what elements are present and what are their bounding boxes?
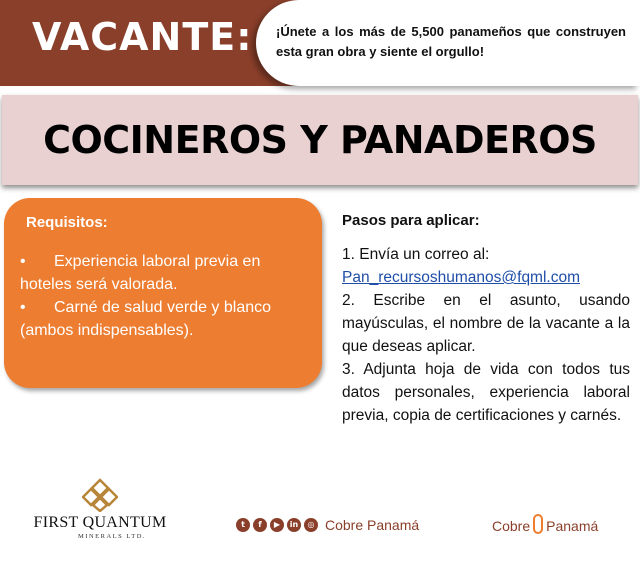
requirements-heading: Requisitos: (26, 214, 108, 231)
brand-left: Cobre (492, 518, 531, 534)
email-link[interactable]: Pan_recursoshumanos@fqml.com (342, 269, 581, 286)
brand-right: Panamá (546, 518, 599, 534)
header-banner (0, 0, 640, 86)
linkedin-icon[interactable]: in (287, 518, 301, 532)
steps-heading: Pasos para aplicar: (342, 212, 480, 229)
bullet-icon: • (20, 253, 26, 270)
step-3: 3. Adjunta hoja de vida con todos tus datos personales, experiencia laboral previa, copia de certificaciones y carnés. (342, 361, 630, 424)
twitter-icon[interactable]: t (236, 518, 250, 532)
step-2: 2. Escribe en el asunto, usando mayúsculas, el nombre de la vacante a la que deseas aplicar. (342, 292, 630, 355)
requirement-item: • Carné de salud verde y blanco (ambos indispensables). (20, 296, 316, 342)
social-label: Cobre Panamá (325, 517, 420, 533)
requirements-list (20, 250, 316, 342)
company-subtitle: MINERALS LTD. (78, 533, 147, 540)
first-quantum-logo (30, 478, 170, 548)
banner-title: VACANTE: (32, 15, 253, 59)
job-title-box (2, 95, 638, 185)
facebook-icon[interactable]: f (253, 518, 267, 532)
step-1: 1. Envía un correo al: (342, 246, 490, 263)
company-name: FIRST QUANTUM (33, 514, 167, 531)
cobre-panama-logo (492, 515, 598, 537)
social-links (236, 516, 419, 534)
first-quantum-mark-icon (82, 478, 118, 512)
email-link-row (342, 266, 630, 289)
requirement-item: • Experiencia laboral previa en hoteles será valorada. (20, 250, 316, 296)
banner-message: ¡Únete a los más de 5,500 panameños que construyen esta gran obra y siente el orgullo! (276, 24, 626, 59)
youtube-icon[interactable]: ▶ (270, 518, 284, 532)
requirements-box (4, 198, 322, 388)
bullet-icon: • (20, 299, 26, 316)
cobre-mark-icon (533, 514, 543, 534)
application-steps (342, 212, 630, 427)
job-title: COCINEROS Y PANADEROS (43, 118, 597, 162)
instagram-icon[interactable]: ◎ (304, 518, 318, 532)
